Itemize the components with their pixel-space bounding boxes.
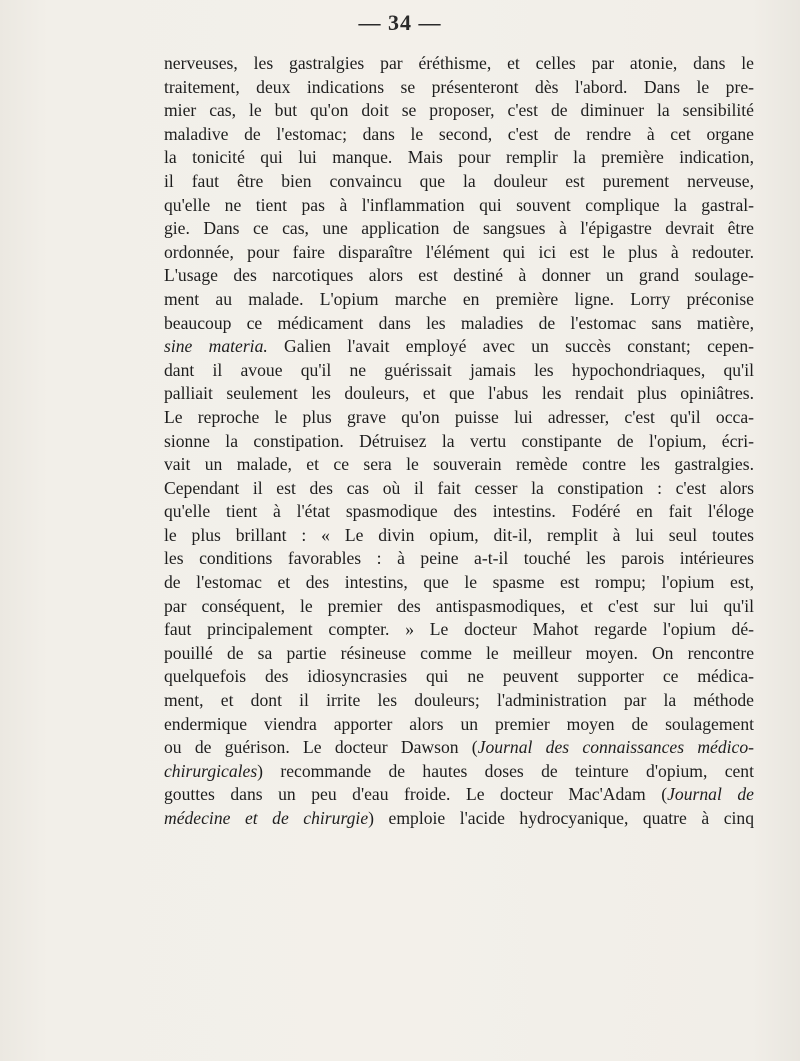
italic-text: médecine et de chirurgie xyxy=(164,808,369,828)
text-segment: ment, et dont il irrite les douleurs; l'administration par la méthode xyxy=(164,690,754,711)
text-line xyxy=(164,194,754,218)
text-line xyxy=(164,170,754,194)
text-segment: il faut être bien convaincu que la douleur est purement nerveuse, xyxy=(164,170,754,191)
text-segment: ) emploie l'acide hydrocyanique, quatre à cinq xyxy=(368,808,754,828)
text-segment: les conditions favorables : à peine a-t-il touché les parois intérieures xyxy=(164,548,754,569)
text-segment: traitement, deux indications se présenteront dès l'abord. Dans le pre- xyxy=(164,76,754,97)
text-line xyxy=(164,783,754,807)
text-segment: quelquefois des idiosyncrasies qui ne peuvent supporter ce médica- xyxy=(164,666,754,687)
text-segment: qu'elle tient à l'état spasmodique des intestins. Fodéré en fait l'éloge xyxy=(164,501,754,522)
text-line xyxy=(164,264,754,288)
text-line xyxy=(164,52,754,76)
text-segment: Cependant il est des cas où il fait cesser la constipation : c'est alors xyxy=(164,477,754,498)
text-line xyxy=(164,453,754,477)
text-line xyxy=(164,312,754,336)
text-segment: de l'estomac et des intestins, que le spasme est rompu; l'opium est, xyxy=(164,572,754,593)
text-line xyxy=(164,500,754,524)
text-line xyxy=(164,807,754,831)
text-segment: Galien l'avait employé avec un succès constant; cepen- xyxy=(267,336,754,357)
text-segment: qu'elle ne tient pas à l'inflammation qui souvent complique la gastral- xyxy=(164,194,754,215)
text-line xyxy=(164,713,754,737)
italic-text: chirurgicales xyxy=(164,760,258,781)
text-segment: L'usage des narcotiques alors est destiné à donner un grand soulage- xyxy=(164,265,754,286)
text-segment: Le reproche le plus grave qu'on puisse lui adresser, c'est qu'il occa- xyxy=(164,406,754,427)
text-line xyxy=(164,217,754,241)
text-segment: faut principalement compter. » Le docteur Mahot regarde l'opium dé- xyxy=(164,619,754,640)
text-segment: le plus brillant : « Le divin opium, dit-il, remplit à lui seul toutes xyxy=(164,524,754,545)
text-segment: maladive de l'estomac; dans le second, c'est de rendre à cet organe xyxy=(164,123,754,144)
text-line xyxy=(164,595,754,619)
text-line xyxy=(164,760,754,784)
text-line xyxy=(164,618,754,642)
text-line xyxy=(164,689,754,713)
text-line xyxy=(164,642,754,666)
text-segment: dant il avoue qu'il ne guérissait jamais les hypochondriaques, qu'il xyxy=(164,359,754,380)
text-segment: mier cas, le but qu'on doit se proposer, c'est de diminuer la sensibilité xyxy=(164,100,754,121)
text-line xyxy=(164,76,754,100)
text-segment: ment au malade. L'opium marche en première ligne. Lorry préconise xyxy=(164,288,754,309)
text-segment: par conséquent, le premier des antispasmodiques, et c'est sur lui qu'il xyxy=(164,595,754,616)
italic-text: Journal de xyxy=(667,784,754,805)
text-line xyxy=(164,406,754,430)
text-line xyxy=(164,430,754,454)
text-segment: la tonicité qui lui manque. Mais pour remplir la première indication, xyxy=(164,147,754,168)
text-segment: palliait seulement les douleurs, et que l'abus les rendait plus opiniâtres. xyxy=(164,383,754,404)
text-segment: ou de guérison. Le docteur Dawson ( xyxy=(164,737,478,758)
text-segment: gouttes dans un peu d'eau froide. Le docteur Mac'Adam ( xyxy=(164,784,668,805)
text-line xyxy=(164,524,754,548)
body-text xyxy=(164,52,754,831)
italic-text: sine materia. xyxy=(164,336,268,357)
text-segment: ordonnée, pour faire disparaître l'élément qui ici est le plus à redouter. xyxy=(164,241,754,262)
text-segment: sionne la constipation. Détruisez la vertu constipante de l'opium, écri- xyxy=(164,430,754,451)
text-line xyxy=(164,736,754,760)
text-segment: gie. Dans ce cas, une application de sangsues à l'épigastre devrait être xyxy=(164,218,754,239)
text-segment: beaucoup ce médicament dans les maladies de l'estomac sans matière, xyxy=(164,312,754,333)
text-segment: endermique viendra apporter alors un premier moyen de soulagement xyxy=(164,713,754,734)
text-line xyxy=(164,359,754,383)
text-line xyxy=(164,288,754,312)
text-line xyxy=(164,241,754,265)
text-line xyxy=(164,571,754,595)
text-line xyxy=(164,382,754,406)
text-line xyxy=(164,547,754,571)
text-segment: ) recommande de hautes doses de teinture d'opium, cent xyxy=(257,760,754,781)
text-line xyxy=(164,99,754,123)
text-line xyxy=(164,146,754,170)
text-segment: nerveuses, les gastralgies par éréthisme, et celles par atonie, dans le xyxy=(164,53,754,73)
text-line xyxy=(164,335,754,359)
text-line xyxy=(164,123,754,147)
text-segment: pouillé de sa partie résineuse comme le meilleur moyen. On rencontre xyxy=(164,642,754,663)
text-line xyxy=(164,477,754,501)
text-segment: vait un malade, et ce sera le souverain remède contre les gastralgies. xyxy=(164,454,754,475)
text-line xyxy=(164,665,754,689)
page-number: — 34 — xyxy=(358,10,442,35)
italic-text: Journal des connaissances médico- xyxy=(477,737,754,758)
